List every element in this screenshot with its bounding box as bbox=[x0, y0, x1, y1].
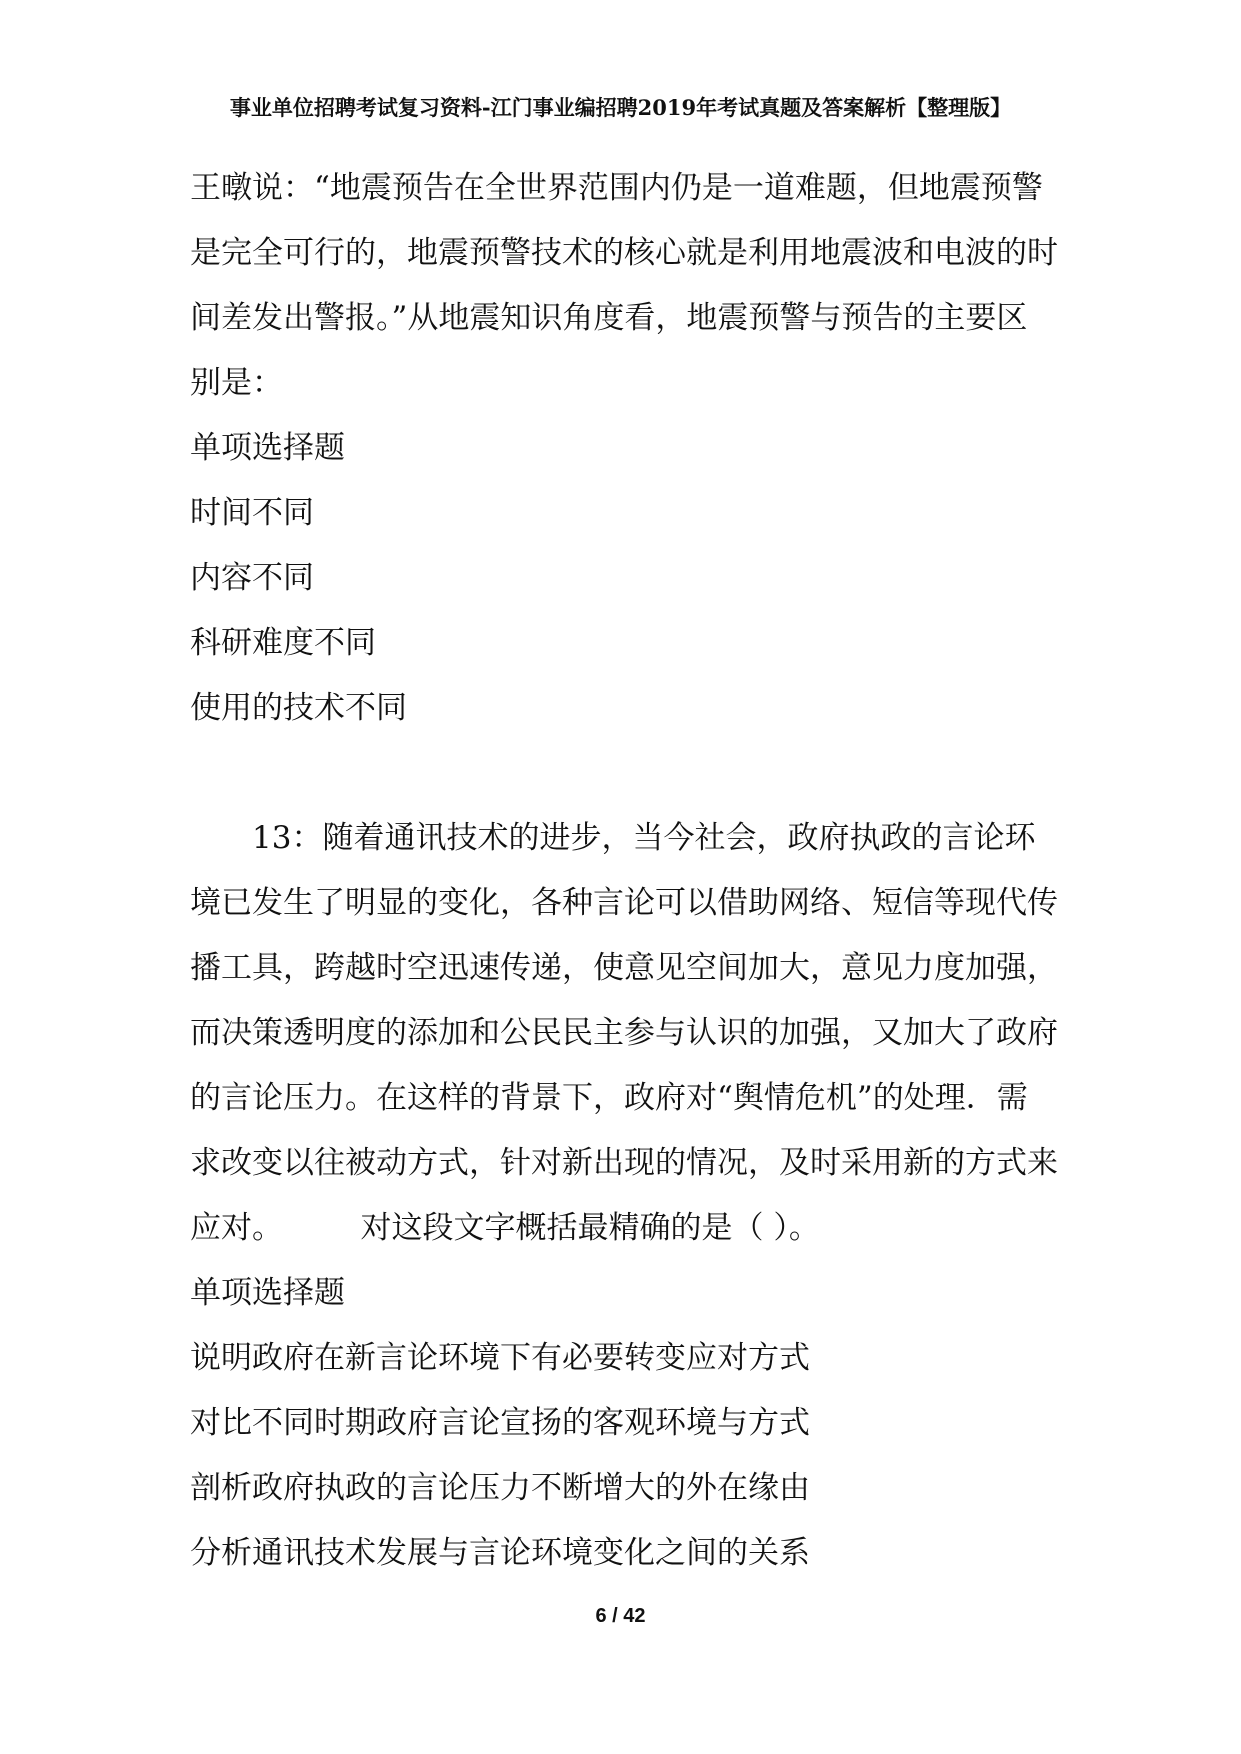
q12-stem-line-3: 间差发出警报。”从地震知识角度看，地震预警与预告的主要区 bbox=[190, 300, 1028, 336]
page-header: 事业单位招聘考试复习资料-江门事业编招聘2019年考试真题及答案解析【整理版】 bbox=[229, 95, 1012, 120]
q13-stem-line-7: 应对。 对这段文字概括最精确的是（ ）。 bbox=[190, 1210, 820, 1246]
q13-option-b: 对比不同时期政府言论宣扬的客观环境与方式 bbox=[190, 1405, 810, 1441]
q12-stem-line-1: 王暾说：“地震预告在全世界范围内仍是一道难题，但地震预警 bbox=[190, 170, 1043, 206]
q13-stem-line-1: 13：随着通讯技术的进步，当今社会，政府执政的言论环 bbox=[252, 820, 1036, 856]
q13-stem-line-4: 而决策透明度的添加和公民民主参与认识的加强，又加大了政府 bbox=[190, 1015, 1058, 1051]
q13-type-label: 单项选择题 bbox=[190, 1275, 345, 1311]
q13-stem-line-5: 的言论压力。在这样的背景下，政府对“舆情危机”的处理．需 bbox=[190, 1080, 1028, 1116]
q13-option-a: 说明政府在新言论环境下有必要转变应对方式 bbox=[190, 1340, 810, 1376]
q12-option-d: 使用的技术不同 bbox=[190, 690, 407, 726]
q12-option-c: 科研难度不同 bbox=[190, 625, 376, 661]
q13-stem-line-2: 境已发生了明显的变化，各种言论可以借助网络、短信等现代传 bbox=[190, 885, 1058, 921]
q12-stem-line-2: 是完全可行的，地震预警技术的核心就是利用地震波和电波的时 bbox=[190, 235, 1058, 271]
page-number: 6 / 42 bbox=[595, 1605, 646, 1627]
q12-stem-line-4: 别是： bbox=[190, 365, 283, 401]
q12-option-b: 内容不同 bbox=[190, 560, 314, 596]
q13-stem-line-6: 求改变以往被动方式，针对新出现的情况，及时采用新的方式来 bbox=[190, 1145, 1058, 1181]
q12-type-label: 单项选择题 bbox=[190, 430, 345, 466]
q13-option-c: 剖析政府执政的言论压力不断增大的外在缘由 bbox=[190, 1470, 810, 1506]
q13-stem-line-3: 播工具，跨越时空迅速传递，使意见空间加大，意见力度加强， bbox=[190, 950, 1058, 986]
q13-option-d: 分析通讯技术发展与言论环境变化之间的关系 bbox=[190, 1535, 810, 1571]
q12-option-a: 时间不同 bbox=[190, 495, 314, 531]
